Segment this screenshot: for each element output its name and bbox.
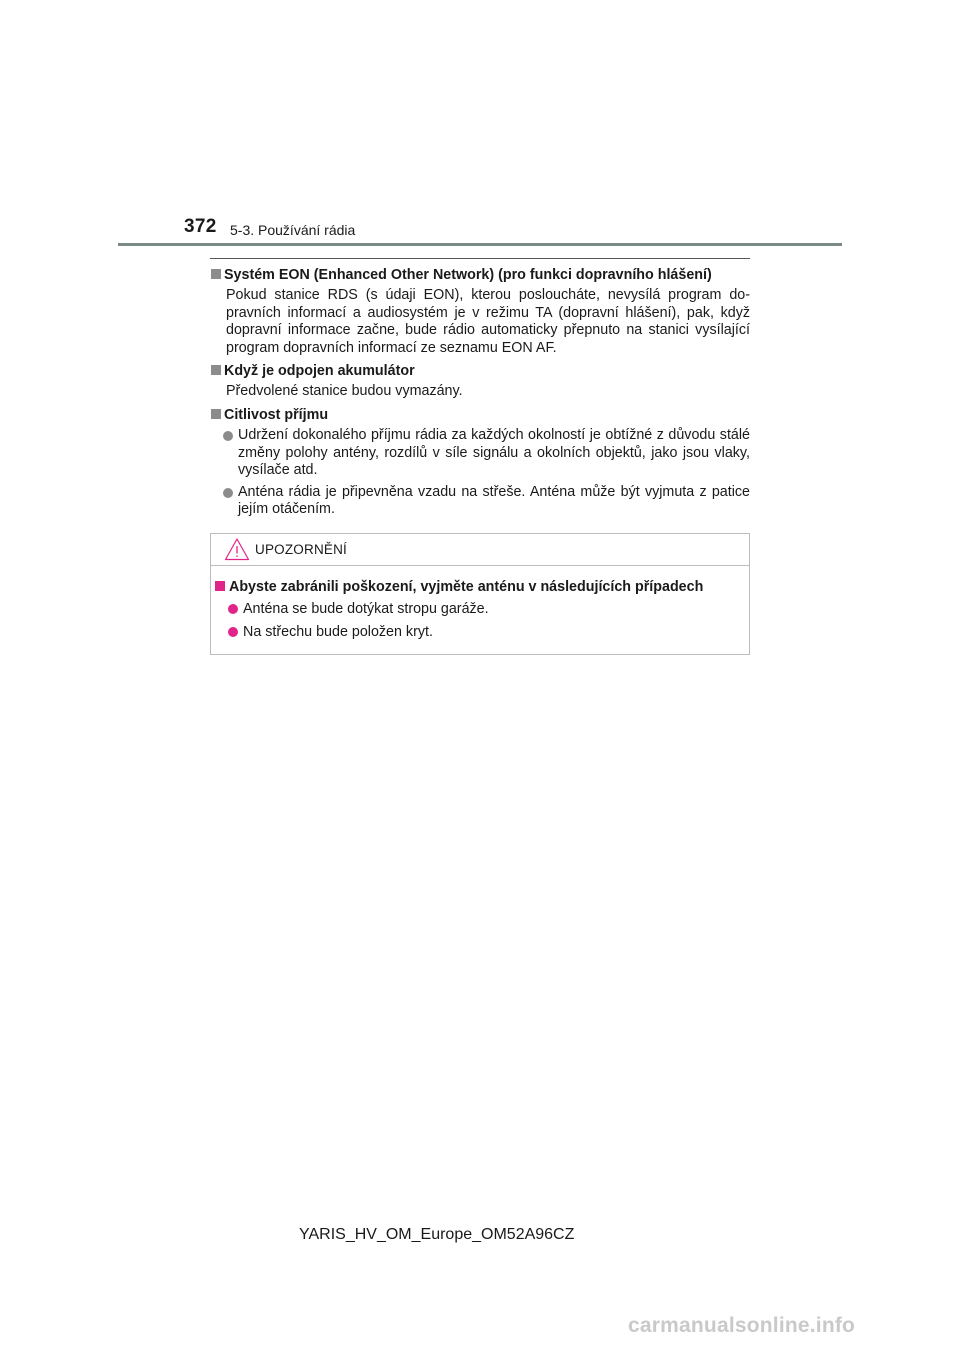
caution-body bbox=[215, 578, 743, 646]
list-item bbox=[243, 600, 743, 618]
watermark: carmanualsonline.info bbox=[628, 1314, 856, 1337]
header-divider bbox=[118, 243, 842, 246]
list-item-text: Anténa se bude dotýkat stropu garáže. bbox=[243, 601, 489, 617]
circle-bullet-icon bbox=[223, 488, 233, 498]
list-item bbox=[238, 484, 750, 519]
warning-triangle-icon bbox=[224, 537, 250, 561]
circle-bullet-icon bbox=[228, 627, 238, 637]
square-bullet-icon bbox=[211, 365, 221, 375]
page-number: 372 bbox=[184, 216, 217, 237]
caution-heading-text: Abyste zabránili poškození, vyjměte anténu v následujících případech bbox=[229, 579, 704, 595]
square-bullet-icon bbox=[211, 409, 221, 419]
section-heading-text: Citlivost příjmu bbox=[224, 406, 329, 423]
caution-title: UPOZORNĚNÍ bbox=[255, 542, 348, 557]
list-item-text: Anténa rádia je připevněna vzadu na střeše. Anténa může být vyjmuta z patice jejím otáčením. bbox=[238, 483, 750, 518]
document-code: YARIS_HV_OM_Europe_OM52A96CZ bbox=[299, 1226, 575, 1243]
circle-bullet-icon bbox=[223, 431, 233, 441]
circle-bullet-icon bbox=[228, 604, 238, 614]
list-item bbox=[243, 623, 743, 641]
section-heading-battery bbox=[210, 362, 750, 380]
list-item bbox=[238, 427, 750, 480]
list-item-text: Na střechu bude položen kryt. bbox=[243, 624, 433, 640]
section-paragraph-eon: Pokud stanice RDS (s údaji EON), kterou posloucháte, nevysílá program dopravních informací a audiosystém je v režimu TA (dopravní hlášení), pak, když dopravní informace začne, bude rádio automaticky přepnuto na stanici vysílající program dopravních informací ze seznamu EON AF. bbox=[226, 287, 750, 356]
content-divider bbox=[210, 258, 750, 259]
list-item-text: Udržení dokonalého příjmu rádia za každých okolností je obtížné z důvodu stálé změny polohy antény, rozdílů v síle signálu a okolních objektů, jako jsou vlaky, vysílače atd. bbox=[238, 426, 750, 479]
section-paragraph-battery: Předvolené stanice budou vymazány. bbox=[226, 383, 463, 400]
section-heading-text: Systém EON (Enhanced Other Network) (pro funkci dopravního hlášení) bbox=[224, 267, 712, 283]
caution-heading bbox=[215, 578, 743, 596]
section-heading-text: Když je odpojen akumulátor bbox=[224, 363, 415, 380]
main-content bbox=[210, 258, 750, 523]
section-title: 5-3. Používání rádia bbox=[230, 222, 356, 238]
caution-header bbox=[211, 534, 749, 566]
caution-box bbox=[210, 533, 750, 655]
section-heading-reception bbox=[210, 406, 750, 424]
square-bullet-icon bbox=[215, 581, 225, 591]
square-bullet-icon bbox=[211, 269, 221, 279]
section-heading-eon bbox=[210, 266, 750, 284]
